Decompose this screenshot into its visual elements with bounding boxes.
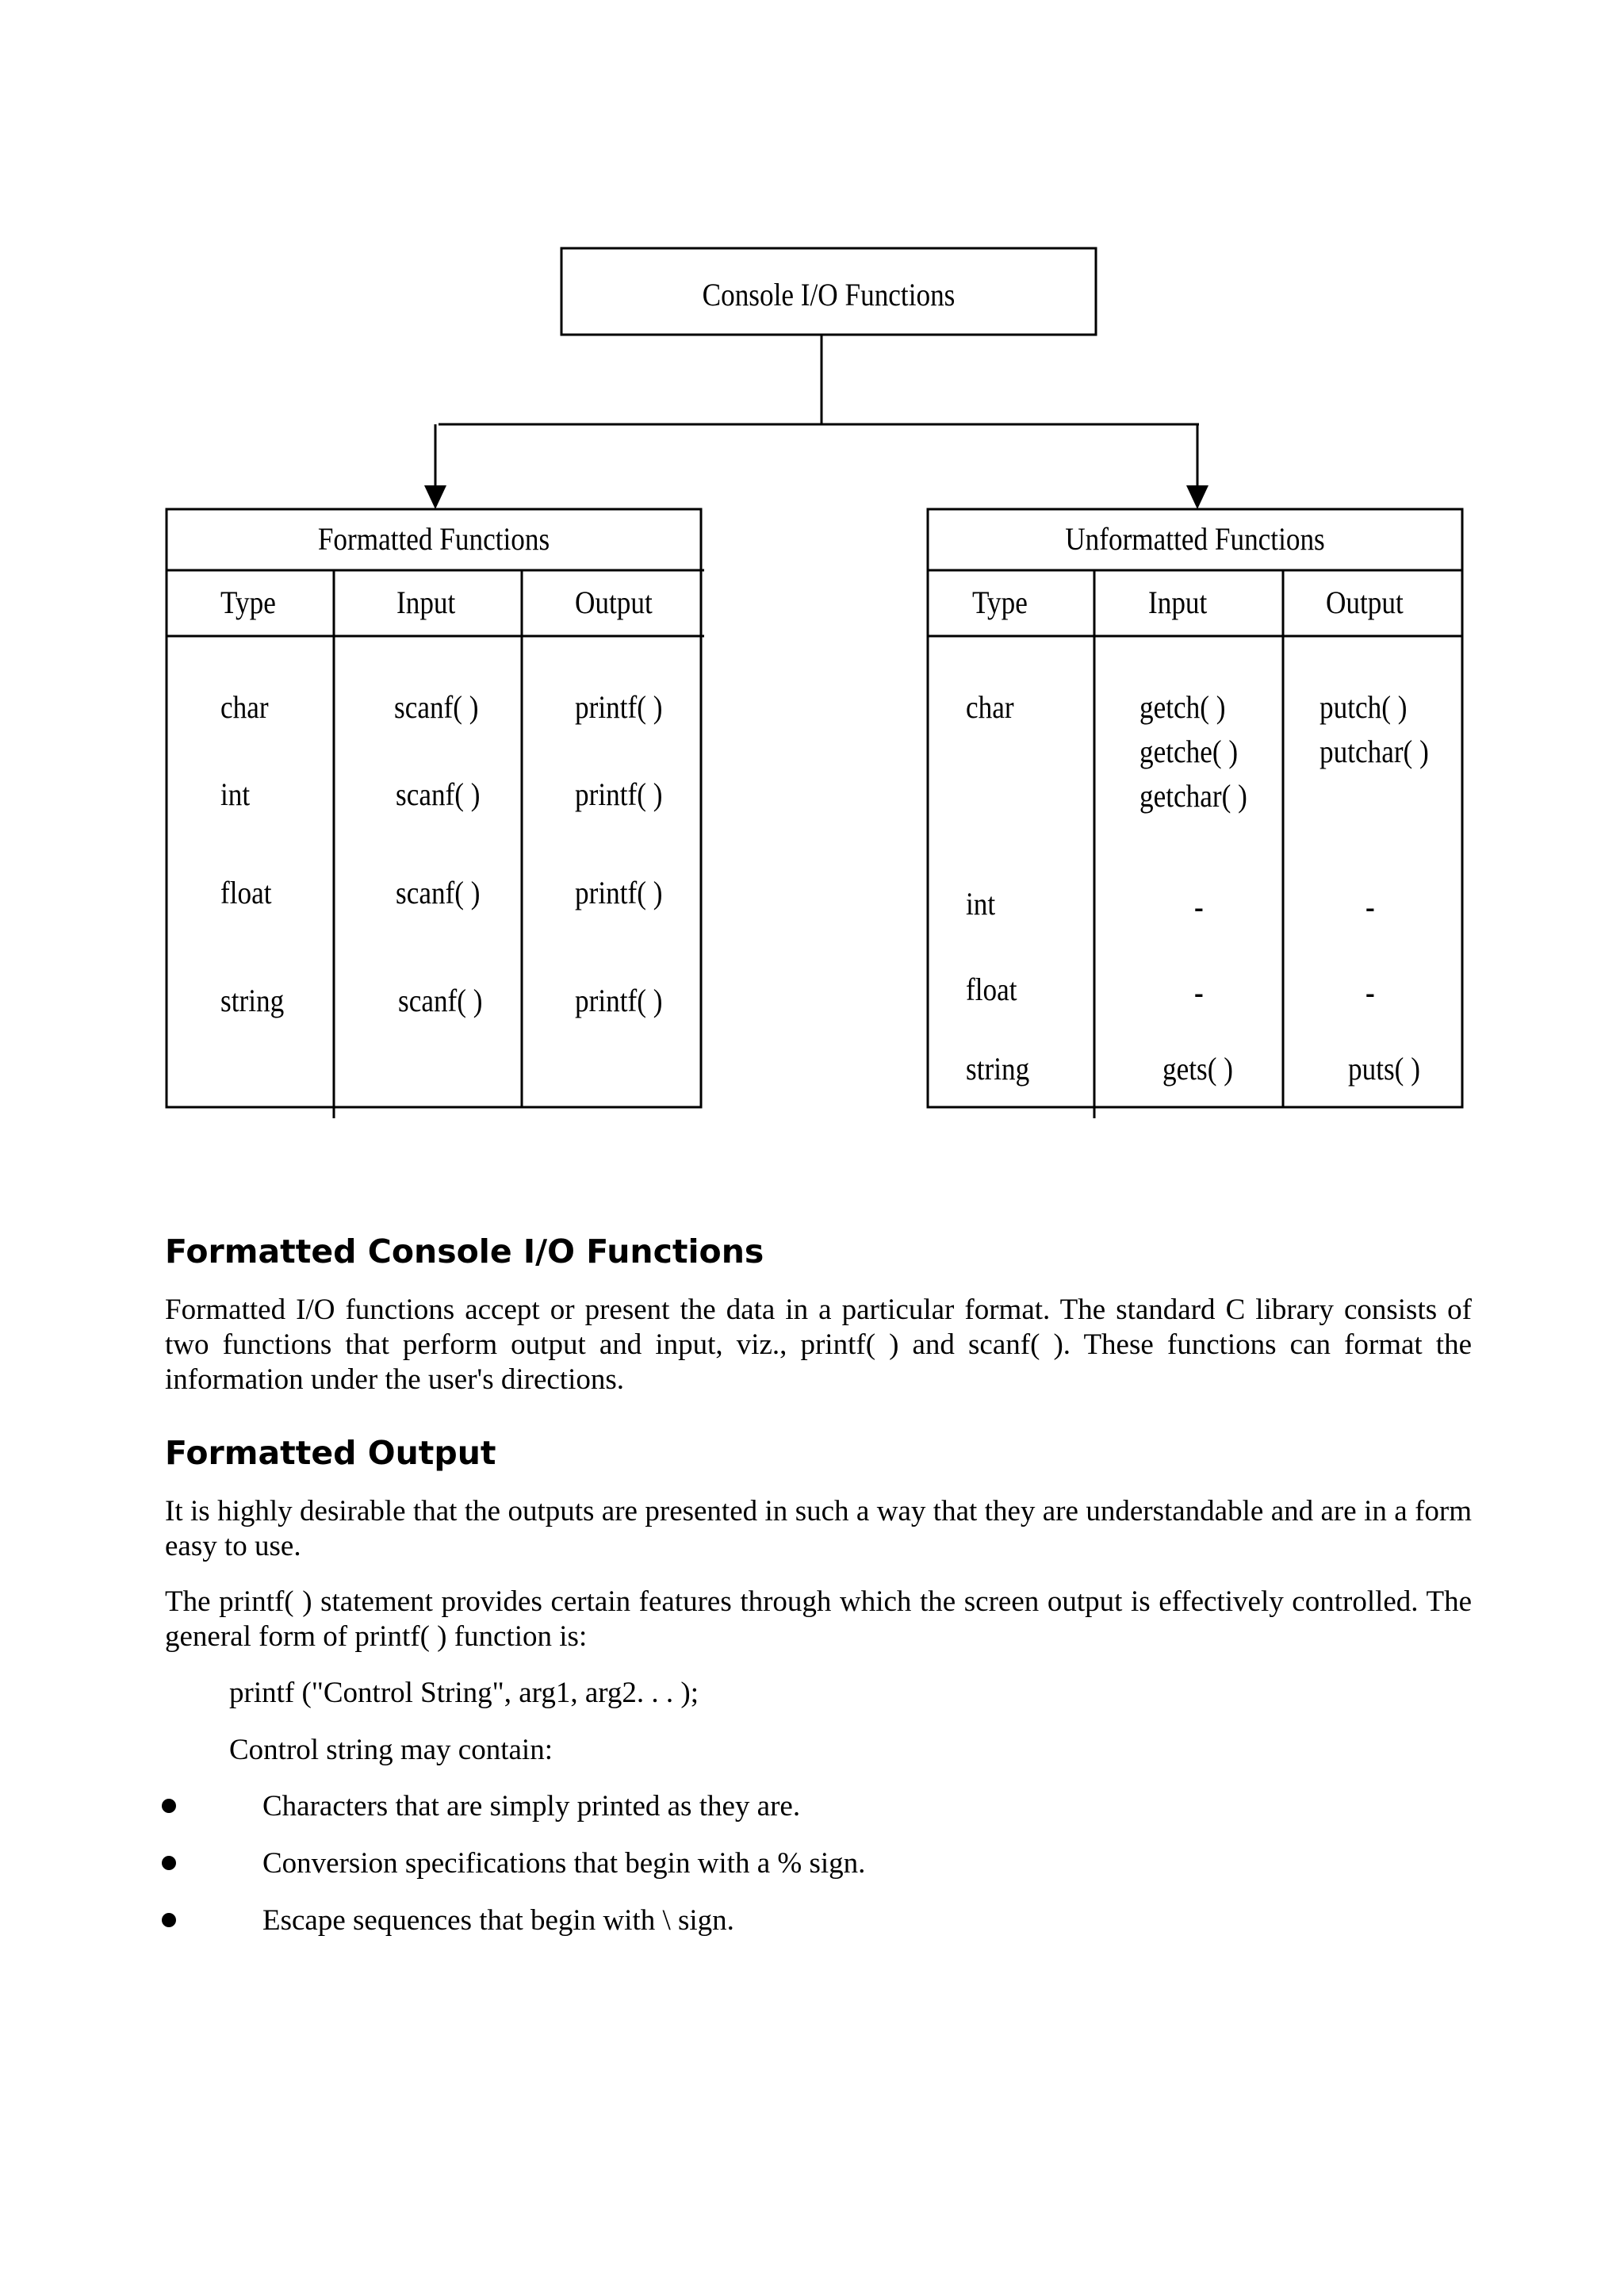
paragraph-printf-statement: The printf( ) statement provides certain features through which the screen output is effectively controlled. The general form of printf( ) function is: [165, 1585, 1472, 1653]
bullet-dot-3 [162, 1913, 176, 1927]
formatted-input-float: scanf( ) [396, 875, 481, 910]
arrow-right [1186, 485, 1208, 509]
unformatted-output-string: puts( ) [1348, 1051, 1420, 1087]
bullet-dot-2 [162, 1856, 176, 1870]
arrow-left [424, 485, 446, 509]
formatted-type-float: float [220, 875, 272, 910]
unformatted-input-getch: getch( ) [1139, 689, 1226, 725]
formatted-output-string: printf( ) [575, 983, 663, 1018]
paragraph-desirable-outputs: It is highly desirable that the outputs are presented in such a way that they are understandable and are in a form easy to use. [165, 1495, 1472, 1562]
unformatted-input-getche: getche( ) [1139, 734, 1239, 769]
unformatted-header-input: Input [1148, 585, 1208, 620]
formatted-header-output: Output [575, 585, 653, 620]
unformatted-input-int: - [1194, 889, 1204, 925]
unformatted-type-float: float [966, 972, 1017, 1007]
printf-syntax: printf ("Control String", arg1, arg2. . . ); [229, 1677, 699, 1709]
formatted-header-input: Input [396, 585, 456, 620]
formatted-type-string: string [220, 983, 285, 1018]
unformatted-type-int: int [966, 886, 996, 922]
formatted-type-int: int [220, 776, 251, 812]
unformatted-input-getchar: getchar( ) [1139, 778, 1247, 814]
unformatted-title: Unformatted Functions [1065, 521, 1325, 557]
bullet-dot-1 [162, 1799, 176, 1813]
heading-formatted-output: Formatted Output [165, 1434, 496, 1472]
unformatted-type-string: string [966, 1051, 1030, 1087]
unformatted-type-char: char [966, 689, 1014, 725]
unformatted-header-output: Output [1326, 585, 1404, 620]
formatted-type-char: char [220, 689, 269, 725]
formatted-header-type: Type [220, 585, 276, 620]
formatted-output-int: printf( ) [575, 776, 663, 812]
formatted-input-int: scanf( ) [396, 776, 481, 812]
formatted-title: Formatted Functions [317, 521, 550, 557]
unformatted-input-float: - [1194, 975, 1204, 1010]
heading-formatted-console-io: Formatted Console I/O Functions [165, 1232, 764, 1271]
paragraph-formatted-io: Formatted I/O functions accept or present the data in a particular format. The standard C library consists of two functions that perform output and input, viz., printf( ) and scanf( ). These functions can format the information under the user's directions. [165, 1294, 1472, 1396]
formatted-input-char: scanf( ) [394, 689, 479, 725]
control-string-intro: Control string may contain: [229, 1734, 553, 1766]
unformatted-header-type: Type [972, 585, 1028, 620]
unformatted-output-int: - [1365, 889, 1375, 925]
formatted-output-char: printf( ) [575, 689, 663, 725]
root-label: Console I/O Functions [702, 277, 956, 312]
bullet-item-2: Conversion specifications that begin with a % sign. [262, 1847, 866, 1880]
unformatted-output-putch: putch( ) [1320, 689, 1408, 725]
unformatted-input-string: gets( ) [1162, 1051, 1233, 1087]
unformatted-output-float: - [1365, 975, 1375, 1010]
unformatted-output-putchar: putchar( ) [1320, 734, 1429, 769]
formatted-output-float: printf( ) [575, 875, 663, 910]
bullet-item-1: Characters that are simply printed as they are. [262, 1790, 801, 1823]
bullet-item-3: Escape sequences that begin with \ sign. [262, 1904, 734, 1937]
formatted-input-string: scanf( ) [398, 983, 483, 1018]
